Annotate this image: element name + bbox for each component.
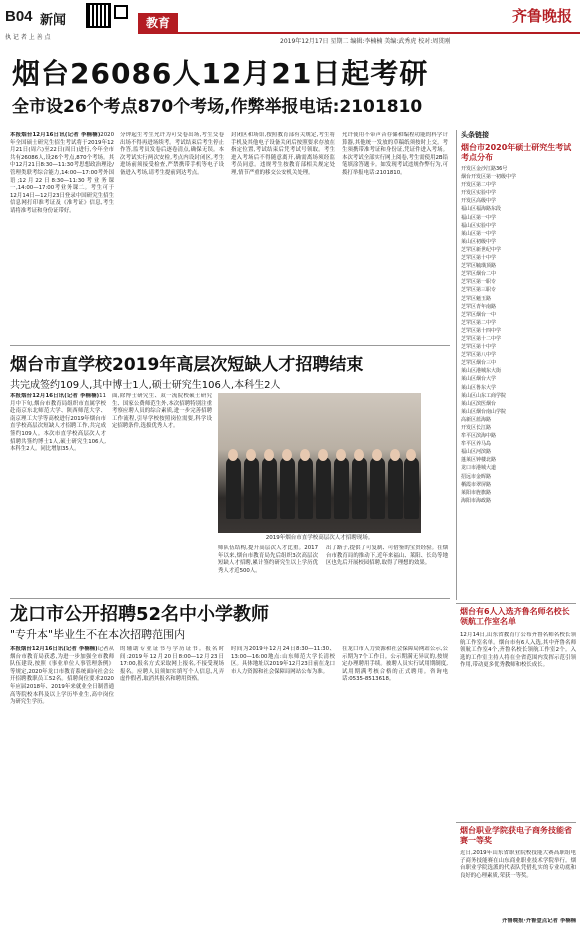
sidebar-list-item: 芝罘区烟台二中	[461, 271, 497, 278]
sidebar-list-item: 福山区福海路东段	[461, 206, 502, 213]
sidebar-list-item: 芝罘区第一职专	[461, 279, 497, 286]
sidebar-list-item: 芝罘区新世纪中学	[461, 246, 502, 253]
article2-col1: 本报烟台12月16日讯(记者 李楠楠)11月中下旬,烟台市教育局组织市直属学校赴南京东北师范大学、陕西师范大学、南京理工大学等高校进行2019年烟台市直学校高层次短缺人才招聘工作,共完成签约109人。本次市直学校高层次人才招聘共签约博士1人,硕士研究生106人,本科生2人。同比增加35人。	[10, 393, 106, 453]
right3-title: 烟台职业学院获电子商务技能省赛一等奖	[460, 826, 572, 845]
sidebar-list-item: 高新区蓝海路	[461, 416, 492, 423]
sidebar-list-item: 莱山区初级中学	[461, 238, 497, 245]
article3-col4: 在龙口市人力资源和社会保障局网站公示,公示期为7个工作日。公示期满无异议的,按规定办理聘用手续。被聘人员实行试用期制度,试用期满考核合格的正式聘用。咨询电话:0535-8513618。	[342, 646, 448, 683]
article2-col2: 面,除博士研究生、双一流院校硕士研究生、国家公费师范生外,本次招聘特别注重考察应聘人员的综合素质,进一步完善招聘工作流程,引导学校按照岗位需要,科学设定招聘条件,选拔优秀人才。	[112, 393, 212, 430]
sidebar-list-item: 莱山区山东工商学院	[461, 392, 507, 399]
article3-subtitle: "专升本"毕业生不在本次招聘范围内	[10, 628, 186, 641]
sidebar-list	[461, 165, 576, 505]
page-number: B04	[5, 8, 33, 25]
article2-title: 烟台市直学校2019年高层次短缺人才招聘结束	[10, 355, 364, 375]
header-meta: 2019年12月17日 星期二 编辑:李楠楠 美编:武秀虎 校对:周贯刚	[280, 38, 451, 45]
right2-title: 烟台有6人入选齐鲁名师名校长领航工作室名单	[460, 607, 570, 626]
sidebar-list-item: 烟台开发区第一初级中学	[461, 174, 517, 181]
sidebar-list-item: 开发区金沙江路36号	[461, 166, 508, 172]
page-header	[0, 0, 580, 46]
sidebar-list-item: 开发区长江路	[461, 425, 492, 431]
sidebar-list-item: 芝罘区第十四中学	[461, 327, 502, 334]
sidebar-list-item: 芝罘区烟台一中	[461, 311, 497, 318]
sidebar-list-item: 莱山区滨医烟台	[461, 400, 497, 407]
sidebar-list-item: 芝罘区第十二中学	[461, 335, 502, 342]
article3-col1: 本报烟台12月16日讯(记者 李楠楠)记者从烟台市教育局获悉,为进一步加强全市教师队伍建设,按照《事业单位人事管理条例》等规定,2020年龙口市教育系统面向社会公开招聘教职员工52名。招聘岗位要求2020年应届2018年、2019年来就业全日制普通高等院校本科及以上学历毕业生,高中岗位为研究生学历。	[10, 646, 114, 706]
section-tag: 教育	[138, 13, 178, 33]
sidebar-list-item: 栖霞市翠屏路	[461, 481, 492, 488]
sidebar-list-item: 龙口市港城大道	[461, 465, 497, 472]
scan-icon	[114, 5, 128, 19]
sidebar-list-item: 莱山区港城东大街	[461, 368, 502, 375]
sidebar-list-item: 芝罘区魁玉路	[461, 295, 492, 302]
article2-subtitle: 共完成签约109人,其中博士1人,硕士研究生106人,本科生2人	[10, 380, 281, 391]
header-editors: 执 记 者 上 善 点	[5, 34, 51, 41]
article2-col3: 师队伍结构,提升高层次人才比重。2017年以来,烟台市教育局先后组织3次高层次短缺人才招聘,累计签约研究生以上学历优秀人才近500人。	[218, 545, 318, 574]
sidebar-list-item: 芝罘区第十中学	[461, 255, 497, 262]
sidebar-list-item: 芝罘区第十中学	[461, 344, 497, 351]
qr-code-icon	[86, 3, 111, 28]
article1-col3: 封闭区和场馆,按照教育部有关规定,考生将手机及其他电子设备关闭后按照要求存放在指定位置,考试结束后凭考试号领取。考生进入考场后不得随意离开,确需离场须经监考员同意。违规考生按教育部相关规定处理,情节严重的移交公安机关处理。	[231, 132, 335, 176]
right3-text: 近日,2019年山东省职业院校技能大赛高职组电子商务技能赛在山东商业职业技术学院举行。烟台职业学院选派的代表队凭借扎实的专业功底和良好的心理素质,荣获一等奖。	[460, 850, 576, 879]
header-rule	[138, 32, 580, 34]
sidebar-list-item: 莱山区鲁东大学	[461, 384, 497, 391]
sidebar-list-item: 芝罘区烟台三中	[461, 360, 497, 367]
article1-col1: 本报烟台12月16日讯(记者 李楠楠)2020年全国硕士研究生招生考试将于2019年12月21日(周六)至22日(周日)进行,今年全市共有26086人,设26个考点,870个考场。其中12月21日8:30—11:30考思想政治理论/管理类联考综合能力,14:00—17:00考外国语;12月22日8:30—11:30考业务课一,14:00—17:00考业务课二。考生可于12月14日—12月23日登录中国研究生招生信息网打印准考证及《准考证》信息,考生请将准考证和身份证带好。	[10, 132, 114, 214]
sidebar-heading: 头条链接	[461, 131, 489, 139]
sidebar-list-item: 福山区河滨路	[461, 449, 492, 456]
photo-caption: 2019年烟台市直学校高层次人才招聘现场。	[265, 535, 374, 541]
sidebar-list-item: 莱山区烟台南山学院	[461, 408, 507, 415]
sidebar-list-item: 芝罘区毓璜顶路	[461, 263, 497, 270]
sidebar-list-item: 牟平区滨海中路	[461, 433, 497, 440]
right3-byline: 齐鲁晚报·齐鲁壹点记者 李楠楠	[501, 918, 576, 924]
article3-title: 龙口市公开招聘52名中小学教师	[10, 604, 270, 625]
article1-subtitle: 全市设26个考点870个考场,作弊举报电话:2101810	[12, 97, 423, 117]
section-name: 新闻	[40, 13, 67, 28]
sidebar-title: 烟台市2020年硕士研究生考试考点分布	[461, 143, 572, 162]
article3-col3: 时间为2019年12月24日8:30—11:30、13:00—16:00地点:山东师范大学长清校区。具体地址以2019年12月23日前在龙口市人力资源和社会保障局网站公布为准。	[231, 646, 335, 675]
sidebar-list-item: 招远市金晖路	[461, 473, 492, 480]
sidebar-list-item: 开发区实验中学	[461, 190, 497, 197]
recruitment-photo	[218, 393, 421, 533]
article1-title: 烟台26086人12月21日起考研	[12, 57, 429, 90]
sidebar-list-item: 芝罘区第三职专	[461, 287, 497, 294]
sidebar-list-item: 芝罘区青年南路	[461, 303, 497, 310]
sidebar-list-item: 福山区实验中学	[461, 222, 497, 229]
sidebar-list-item: 芝罘区第八中学	[461, 352, 497, 359]
right2-text: 12月14日,山东省教育厅公布齐鲁名师名校长领航工作室名单。烟台市有6人入选,其中齐鲁名师领航工作室4个,齐鲁名校长领航工作室2个。入选的工作室主持人将在全省范围内发挥示范引领作用,带动更多优秀教师和校长成长。	[460, 632, 576, 669]
brand-logo: 齐鲁晚报	[511, 7, 572, 25]
article2-col4: 出了路子,提供了可复制、可借鉴的宝贵经验。在烟台市教育局的推动下,近年来福山、莱阳、长岛等地区也先后开展校园招聘,取得了理想的效果。	[326, 545, 448, 567]
sidebar-list-item: 福山区第一中学	[461, 214, 497, 221]
sidebar-list-item: 开发区第二中学	[461, 182, 497, 189]
sidebar-list-item: 莱山区烟台大学	[461, 376, 497, 383]
sidebar-list-item: 开发区高级中学	[461, 198, 497, 205]
sidebar-list-item: 蓬莱区钟楼北路	[461, 457, 497, 464]
sidebar-exam-sites	[456, 130, 576, 600]
sidebar-list-item: 芝罘区第二中学	[461, 319, 497, 326]
article3-col2: 的辅助专业证书与学历证书。报名时间:2019年12月20日8:00—12月23日17:00,报名方式采取网上报名,不接受现场报名。应聘人员须如实填写个人信息,凡弄虚作假者,取消其报名和聘用资格。	[120, 646, 224, 683]
article1-col2: 分钟起生考生允许为可交卷出场,考生交卷出场不得再进场续考。考试结束后考生停止作答,监考员发卷后逐卷清点,确保无误。本次考试实行两次安检,考点内设封闭区,考生进场前须接受检查,严禁携带手机等电子设备进入考场,请考生提前到达考点。	[120, 132, 224, 176]
sidebar-list-item: 海阳市海政路	[461, 497, 492, 504]
sidebar-list-item: 莱山区第一中学	[461, 230, 497, 237]
article1-col4: 允许使用不带声音存储和编程功能的科学计算器,其他统一发放的草稿纸须按时上交。考生须携带准考证和身份证,凭证件进入考场。本次考试全部实行网上阅卷,考生需使用2B铅笔填涂答题卡。如发现考试违规作弊行为,可拨打举报电话:2101810。	[342, 132, 448, 176]
sidebar-list-item: 莱阳市旌旗路	[461, 489, 492, 496]
sidebar-list-item: 牟平区养马岛	[461, 441, 492, 448]
